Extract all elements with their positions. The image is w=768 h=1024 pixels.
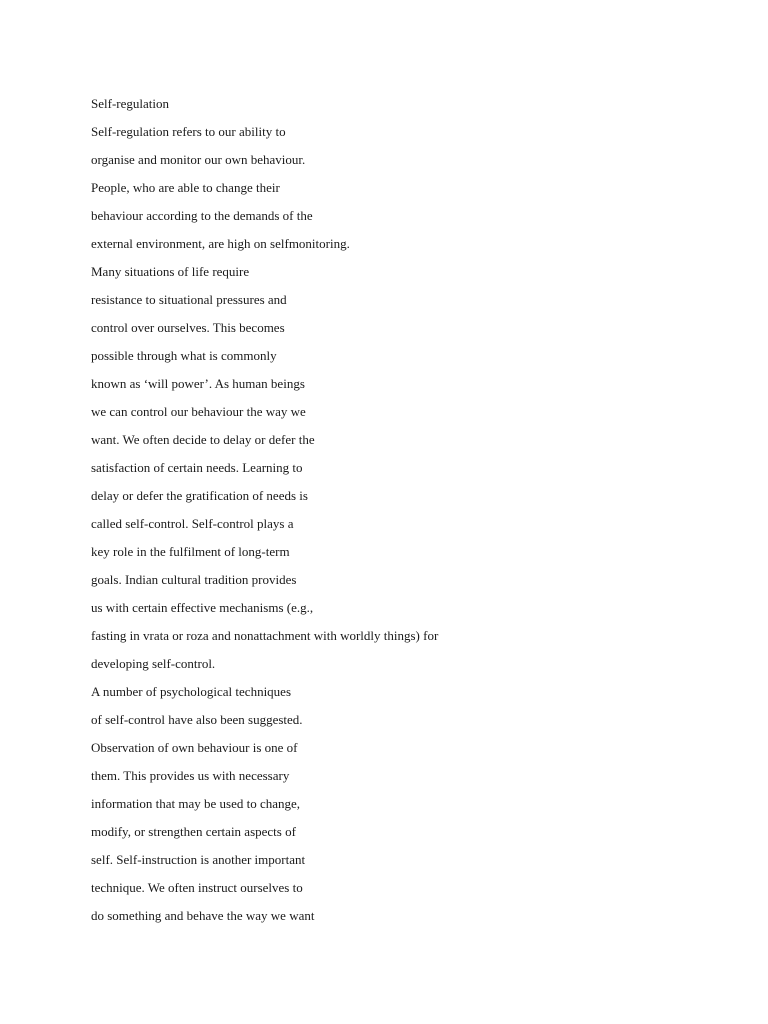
text-line: of self-control have also been suggested. <box>91 712 303 727</box>
text-line: behaviour according to the demands of the <box>91 208 313 223</box>
text-line: possible through what is commonly <box>91 348 277 363</box>
text-line: key role in the fulfilment of long-term <box>91 544 290 559</box>
text-line: People, who are able to change their <box>91 180 280 195</box>
text-line: known as ‘will power’. As human beings <box>91 376 305 391</box>
text-line: goals. Indian cultural tradition provides <box>91 572 297 587</box>
text-line: control over ourselves. This becomes <box>91 320 285 335</box>
text-line: information that may be used to change, <box>91 796 301 811</box>
text-line: called self-control. Self-control plays a <box>91 516 294 531</box>
text-line: organise and monitor our own behaviour. <box>91 152 306 167</box>
text-line: Self-regulation refers to our ability to <box>91 124 286 139</box>
text-line: want. We often decide to delay or defer the <box>91 432 315 447</box>
text-line: developing self-control. <box>91 656 216 671</box>
text-line: fasting in vrata or roza and nonattachment with worldly things) for <box>91 628 439 643</box>
text-line: Many situations of life require <box>91 264 250 279</box>
document-text <box>91 90 438 930</box>
text-line: self. Self-instruction is another important <box>91 852 306 867</box>
text-line: delay or defer the gratification of needs is <box>91 488 308 503</box>
text-line: A number of psychological techniques <box>91 684 292 699</box>
text-line: them. This provides us with necessary <box>91 768 290 783</box>
text-line: technique. We often instruct ourselves to <box>91 880 303 895</box>
text-line: satisfaction of certain needs. Learning to <box>91 460 303 475</box>
text-line: us with certain effective mechanisms (e.g., <box>91 600 314 615</box>
text-line: modify, or strengthen certain aspects of <box>91 824 296 839</box>
text-line: we can control our behaviour the way we <box>91 404 306 419</box>
text-line: Observation of own behaviour is one of <box>91 740 298 755</box>
text-line: do something and behave the way we want <box>91 908 315 923</box>
text-line: external environment, are high on selfmonitoring. <box>91 236 350 251</box>
section-heading: Self-regulation <box>91 96 169 111</box>
text-line: resistance to situational pressures and <box>91 292 287 307</box>
